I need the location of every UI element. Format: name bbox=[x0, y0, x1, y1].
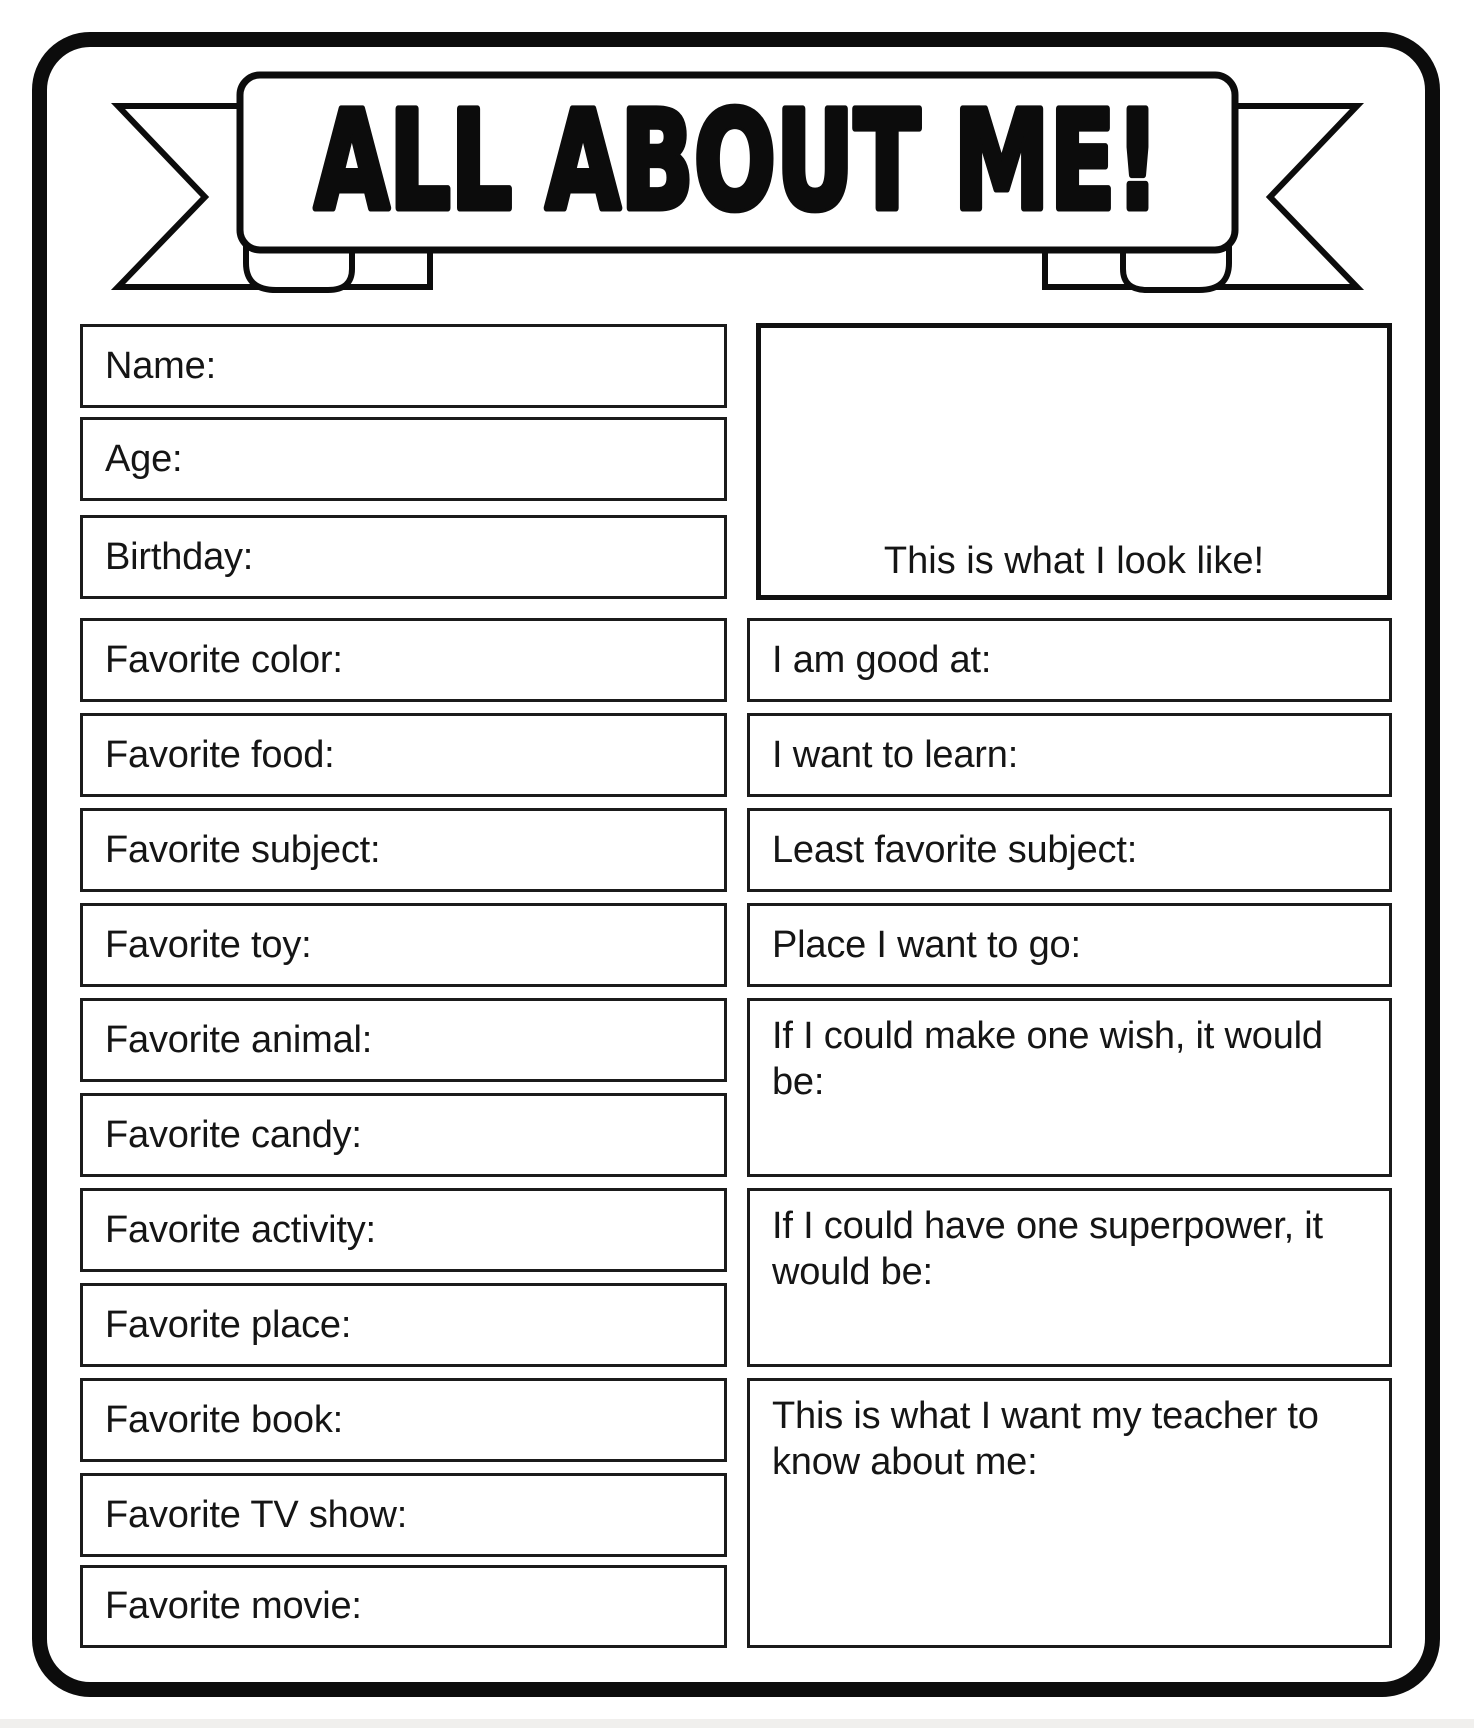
field-box-birthday[interactable] bbox=[80, 515, 727, 599]
field-box-favorite-food[interactable] bbox=[80, 713, 727, 797]
field-label-favorite-activity: Favorite activity: bbox=[105, 1208, 376, 1251]
field-label-superpower: If I could have one superpower, it would be: bbox=[772, 1205, 1323, 1294]
field-label-place-want-to-go: Place I want to go: bbox=[772, 923, 1081, 966]
field-label-favorite-food: Favorite food: bbox=[105, 733, 335, 776]
field-label-favorite-candy: Favorite candy: bbox=[105, 1113, 362, 1156]
field-label-birthday: Birthday: bbox=[105, 535, 254, 578]
page-title: ALL ABOUT ME! bbox=[314, 83, 1160, 241]
field-box-place-want-to-go[interactable] bbox=[747, 903, 1392, 987]
field-label-age: Age: bbox=[105, 437, 183, 480]
self-portrait-drawing-box[interactable] bbox=[756, 323, 1392, 600]
field-label-favorite-tv-show: Favorite TV show: bbox=[105, 1493, 408, 1536]
field-label-one-wish: If I could make one wish, it would be: bbox=[772, 1015, 1323, 1104]
field-box-superpower[interactable] bbox=[747, 1188, 1392, 1367]
field-label-favorite-subject: Favorite subject: bbox=[105, 828, 381, 871]
field-box-favorite-animal[interactable] bbox=[80, 998, 727, 1082]
field-box-favorite-tv-show[interactable] bbox=[80, 1473, 727, 1557]
field-label-favorite-animal: Favorite animal: bbox=[105, 1018, 373, 1061]
field-box-least-favorite-subject[interactable] bbox=[747, 808, 1392, 892]
field-box-favorite-candy[interactable] bbox=[80, 1093, 727, 1177]
field-box-one-wish[interactable] bbox=[747, 998, 1392, 1177]
field-label-name: Name: bbox=[105, 344, 216, 387]
field-label-favorite-movie: Favorite movie: bbox=[105, 1585, 362, 1628]
field-label-good-at: I am good at: bbox=[772, 638, 992, 681]
field-label-favorite-book: Favorite book: bbox=[105, 1398, 343, 1441]
field-box-name[interactable] bbox=[80, 324, 727, 408]
photo-box-caption: This is what I look like! bbox=[883, 540, 1265, 582]
scan-edge-artifact bbox=[0, 1719, 1474, 1728]
field-box-age[interactable] bbox=[80, 417, 727, 501]
field-label-want-to-learn: I want to learn: bbox=[772, 733, 1019, 776]
field-box-good-at[interactable] bbox=[747, 618, 1392, 702]
field-label-favorite-color: Favorite color: bbox=[105, 638, 343, 681]
field-box-want-to-learn[interactable] bbox=[747, 713, 1392, 797]
field-label-favorite-toy: Favorite toy: bbox=[105, 923, 312, 966]
field-box-teacher-know[interactable] bbox=[747, 1378, 1392, 1648]
field-box-favorite-place[interactable] bbox=[80, 1283, 727, 1367]
field-box-favorite-toy[interactable] bbox=[80, 903, 727, 987]
field-label-teacher-know: This is what I want my teacher to know about me: bbox=[772, 1395, 1319, 1484]
field-box-favorite-movie[interactable] bbox=[80, 1565, 727, 1648]
field-box-favorite-color[interactable] bbox=[80, 618, 727, 702]
title-banner-ribbon bbox=[0, 0, 1474, 310]
field-label-least-favorite-subject: Least favorite subject: bbox=[772, 828, 1138, 871]
field-box-favorite-activity[interactable] bbox=[80, 1188, 727, 1272]
field-label-favorite-place: Favorite place: bbox=[105, 1303, 352, 1346]
field-box-favorite-book[interactable] bbox=[80, 1378, 727, 1462]
field-box-favorite-subject[interactable] bbox=[80, 808, 727, 892]
